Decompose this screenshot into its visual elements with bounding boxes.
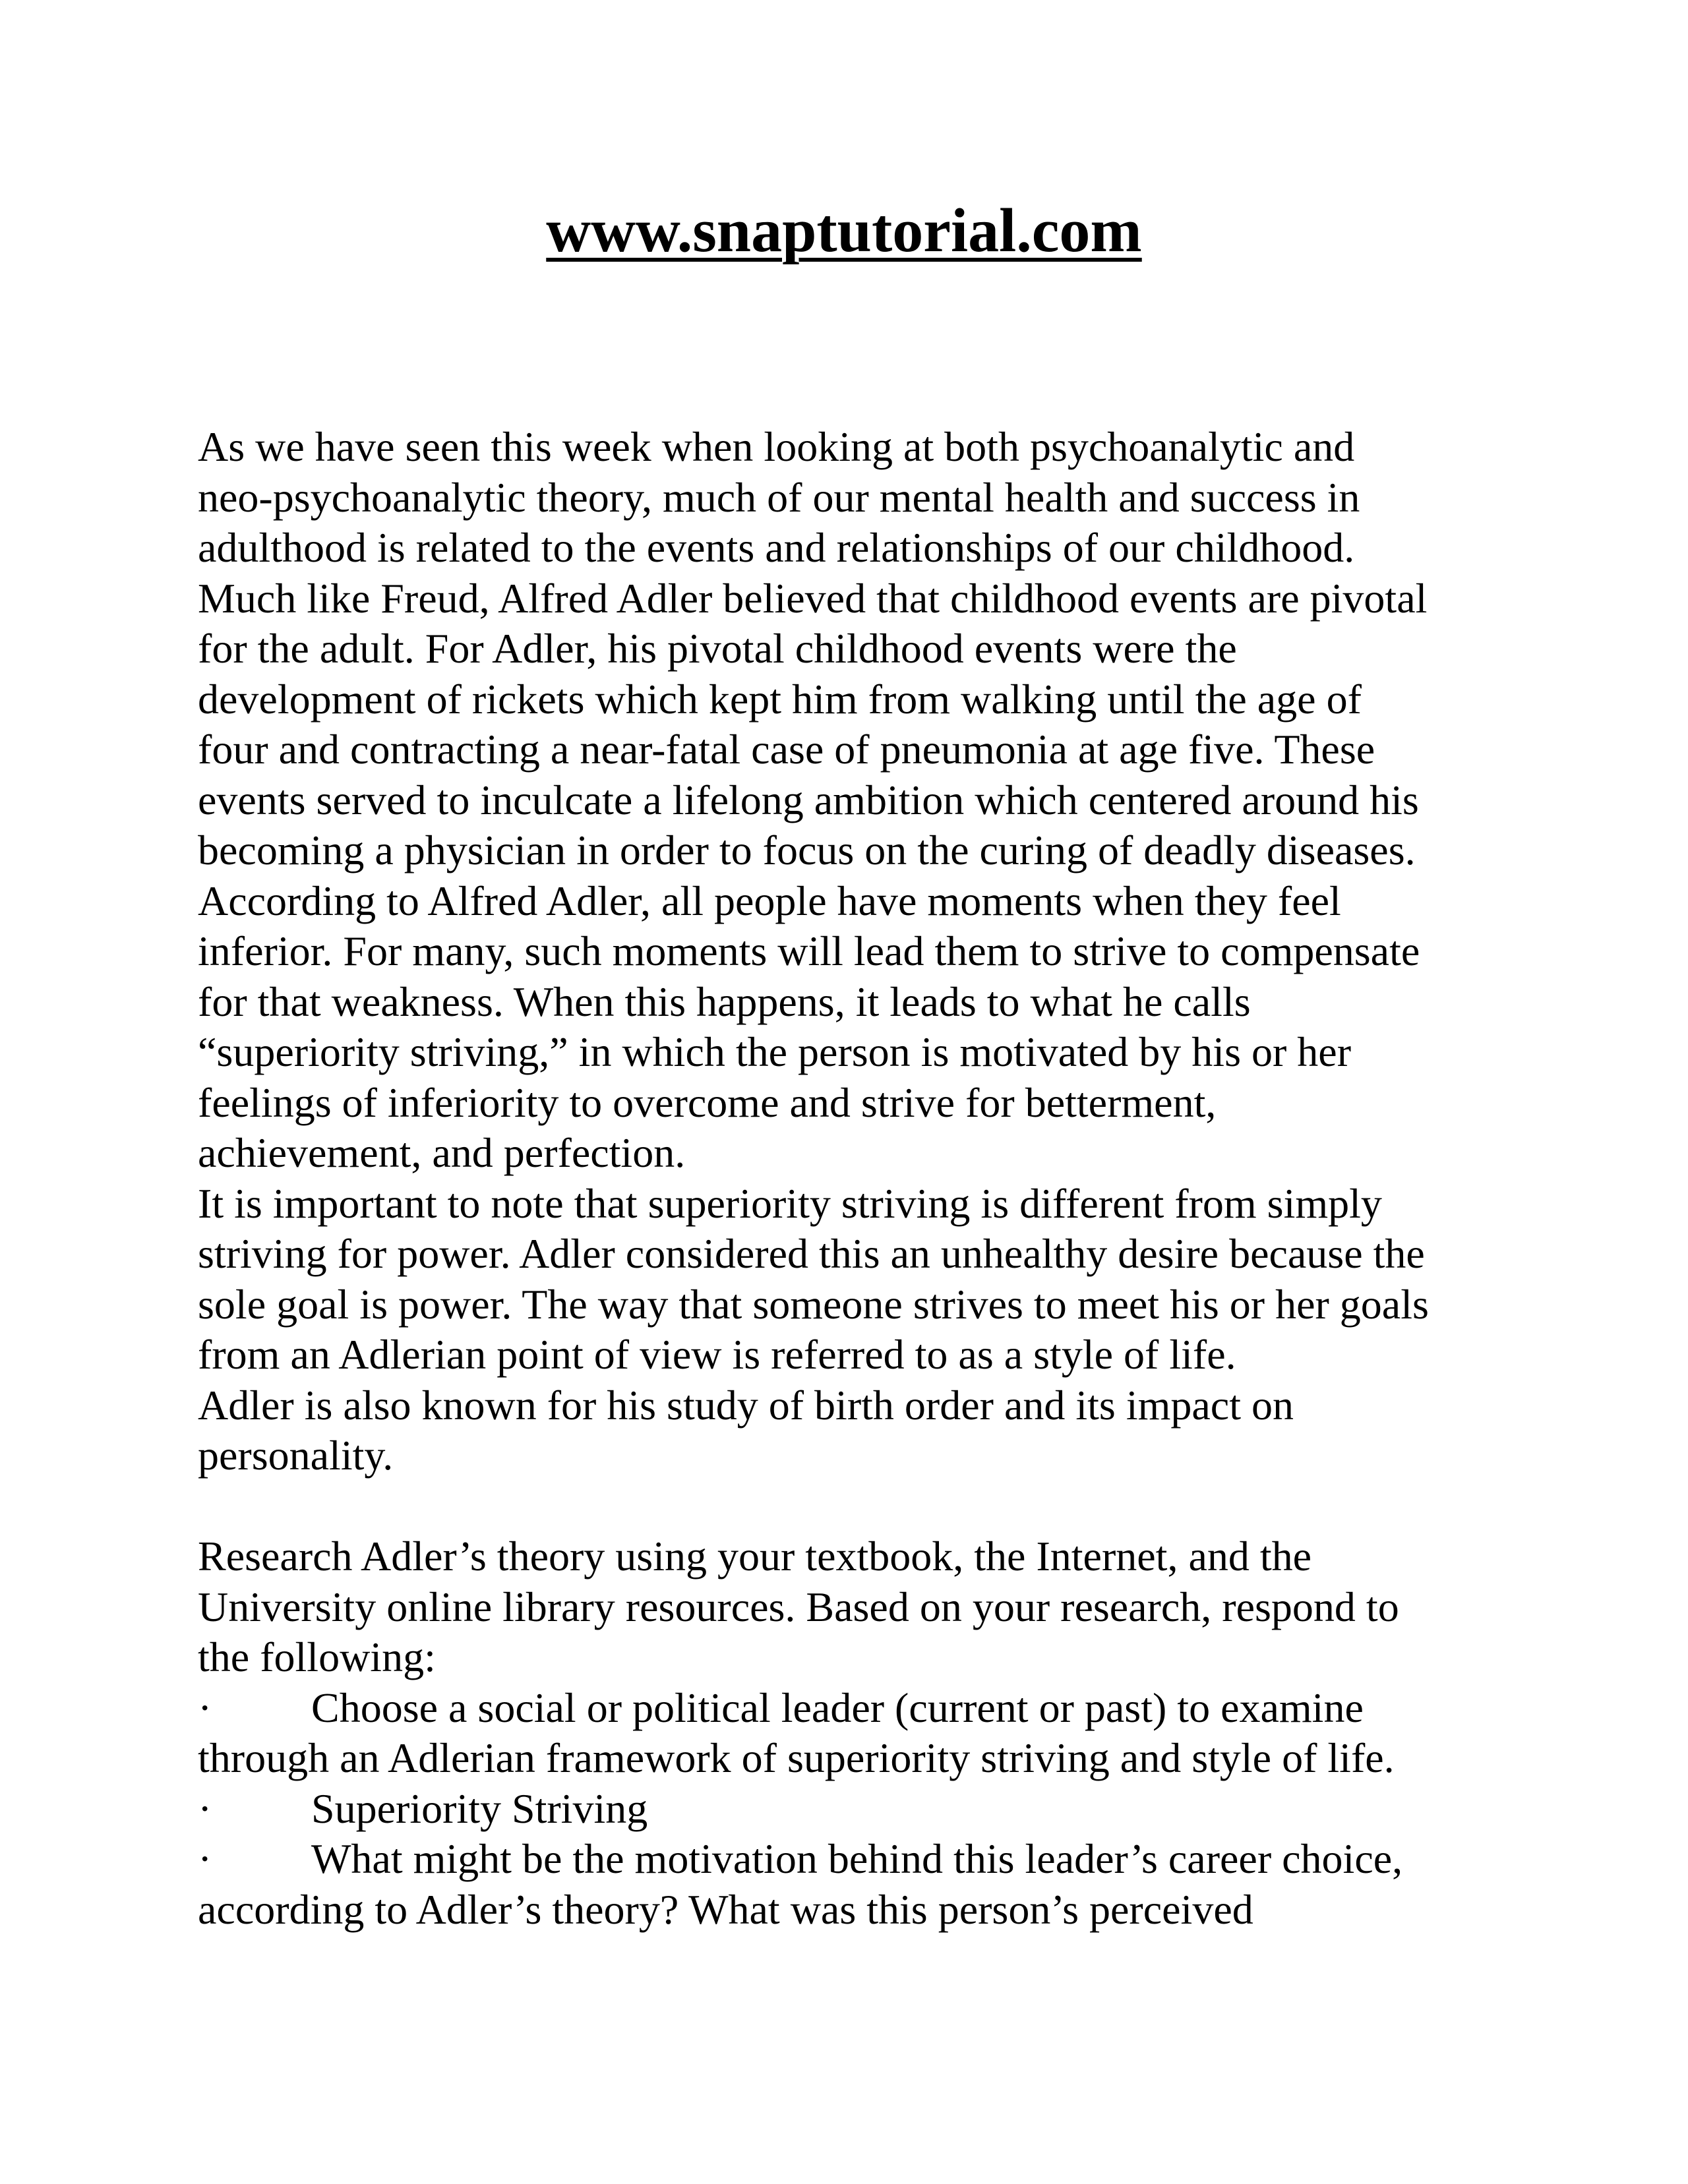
text-line: As we have seen this week when looking at both psychoanalytic and [198, 423, 1355, 470]
text-line: for that weakness. When this happens, it leads to what he calls [198, 978, 1251, 1025]
text-line: personality. [198, 1432, 394, 1479]
text-line: sole goal is power. The way that someone strives to meet his or her goals [198, 1280, 1429, 1328]
text-line: University online library resources. Based on your research, respond to [198, 1583, 1399, 1630]
text-line: development of rickets which kept him from walking until the age of [198, 675, 1362, 723]
bullet-item-text: Choose a social or political leader (current or past) to examine [311, 1684, 1364, 1731]
text-line: feelings of inferiority to overcome and strive for betterment, [198, 1078, 1217, 1126]
text-line: neo-psychoanalytic theory, much of our mental health and success in [198, 473, 1360, 521]
text-line: adulthood is related to the events and relationships of our childhood. [198, 524, 1355, 571]
text-line: Adler is also known for his study of birth order and its impact on [198, 1381, 1294, 1429]
bullet-item-text: Superiority Striving [311, 1785, 648, 1832]
text-line: Much like Freud, Alfred Adler believed that childhood events are pivotal [198, 574, 1428, 622]
bullet-item [198, 1784, 1517, 1835]
text-line: through an Adlerian framework of superiority striving and style of life. [198, 1734, 1395, 1781]
document-body [198, 422, 1517, 1935]
text-line: achievement, and perfection. [198, 1129, 686, 1176]
bullet-dot-icon: · [198, 1785, 212, 1832]
text-line: inferior. For many, such moments will lead them to strive to compensate [198, 928, 1420, 974]
text-line: the following: [198, 1634, 436, 1680]
paragraph-gap [198, 1481, 1517, 1532]
bullet-item-text: What might be the motivation behind this leader’s career choice, [311, 1835, 1403, 1882]
text-line: events served to inculcate a lifelong ambition which centered around his [198, 776, 1419, 823]
bullet-dot-icon: · [198, 1835, 212, 1882]
bullet-item [198, 1834, 1517, 1885]
text-line: four and contracting a near-fatal case of pneumonia at age five. These [198, 726, 1375, 773]
page-title[interactable]: www.snaptutorial.com [546, 196, 1142, 265]
text-line: according to Adler’s theory? What was this person’s perceived [198, 1885, 1253, 1933]
text-line: for the adult. For Adler, his pivotal childhood events were the [198, 625, 1237, 672]
text-line: According to Alfred Adler, all people have moments when they feel [198, 877, 1341, 924]
text-line: Research Adler’s theory using your textbook, the Internet, and the [198, 1533, 1312, 1579]
bullet-item [198, 1683, 1517, 1734]
text-line: “superiority striving,” in which the person is motivated by his or her [198, 1028, 1351, 1075]
text-line: becoming a physician in order to focus on the curing of deadly diseases. [198, 827, 1416, 873]
bullet-dot-icon: · [198, 1684, 212, 1731]
text-line: from an Adlerian point of view is referred to as a style of life. [198, 1331, 1236, 1378]
text-line: striving for power. Adler considered this an unhealthy desire because the [198, 1230, 1425, 1277]
text-line: It is important to note that superiority striving is different from simply [198, 1179, 1382, 1227]
